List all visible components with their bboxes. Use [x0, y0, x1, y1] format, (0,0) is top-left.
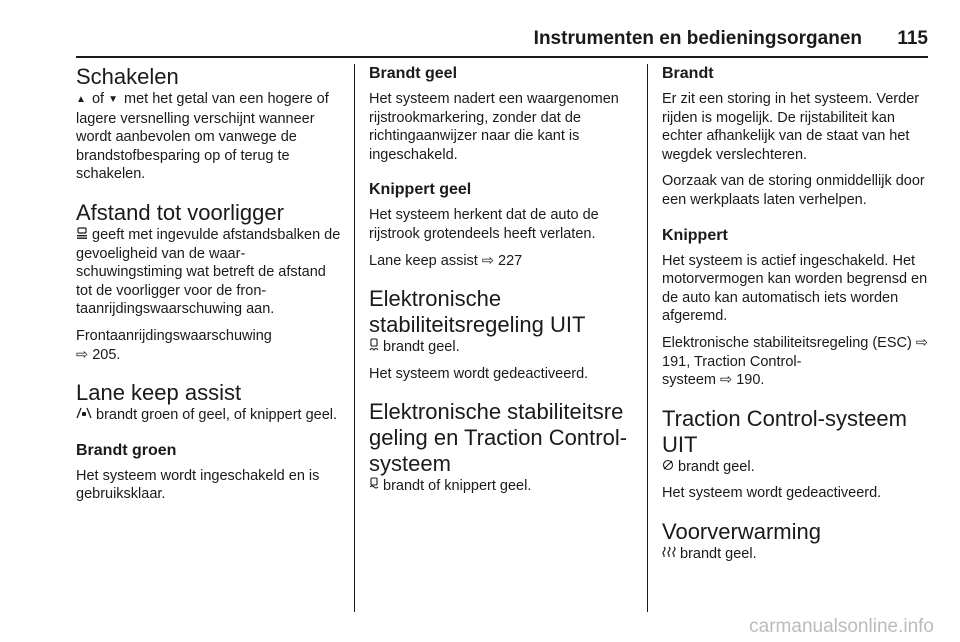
voorverwarming-text: brandt geel. [662, 545, 932, 564]
reference-arrow-icon: ⇨ [915, 334, 929, 351]
heading-tc-uit: Traction Control-systeem UIT [662, 405, 907, 457]
shift-down-icon: ▼ [108, 94, 118, 105]
tc-off-icon [662, 458, 674, 477]
reference-page[interactable]: 227 [498, 252, 523, 269]
esc-uit-text: brandt geel. [369, 338, 637, 357]
page-title: Instrumenten en bedieningsorganen [533, 28, 862, 49]
heading-afstand: Afstand tot voorligger [76, 199, 284, 225]
esc-off-icon [369, 338, 379, 357]
glow-plug-icon [662, 545, 676, 564]
tc-uit-text2: Het systeem wordt gedeactiveerd. [662, 485, 882, 502]
heading-knippert: Knippert [662, 226, 728, 244]
heading-brandt-geel: Brandt geel [369, 65, 458, 82]
page-number: 115 [897, 28, 928, 49]
reference-arrow-icon: ⇨ [76, 346, 89, 363]
heading-esc-uit: Elektronische stabiliteitsregeling UIT [369, 286, 586, 338]
page-header [76, 24, 928, 58]
brandt-groen-text: Het systeem wordt ingeschakeld en is gebruiksklaar. [76, 467, 320, 503]
column-3 [662, 64, 932, 564]
knippert-text2: Elektronische stabiliteitsregeling (ESC) ⇨ 191, Traction Control- systeem ⇨ 190. [662, 334, 929, 389]
column-divider [354, 64, 355, 612]
afstand-text: geeft met ingevulde afstandsbalken de gevoeligheid van de waarschuwingstiming wat betreft de afstand tot de voorligger voor de frontaanrijdingswaarschuwing aan. [76, 226, 341, 318]
reference-arrow-icon: ⇨ [481, 252, 495, 269]
knippert-geel-text: Het systeem herkent dat de auto de rijstrook grotendeels heeft verlaten. [369, 207, 599, 242]
heading-voorverwarming: Voorverwarming [662, 518, 821, 544]
heading-brandt-groen: Brandt groen [76, 441, 177, 459]
brandt-text1: Er zit een storing in het systeem. Verder rijden is mogelijk. De rijstabiliteit kan echter afhankelijk van de staat van het wegdek verslechteren. [662, 91, 920, 163]
esc-tc-text: brandt of knippert geel. [369, 477, 637, 496]
brandt-text2: Oorzaak van de storing onmiddellijk door een werkplaats laten verhelpen. [662, 173, 925, 208]
esc-uit-text2: Het systeem wordt gedeactiveerd. [369, 365, 589, 382]
heading-knippert-geel: Knippert geel [369, 181, 472, 199]
heading-brandt: Brandt [662, 65, 714, 82]
reference-arrow-icon: ⇨ [720, 372, 733, 389]
column-2 [369, 64, 637, 496]
afstand-ref: Frontaanrijdingswaarschuwing ⇨ 205. [76, 327, 272, 363]
lane-text: brandt groen of geel, of knippert geel. [76, 406, 344, 425]
knippert-text1: Het systeem is actief ingeschakeld. Het motorvermogen kan worden begrensd en de auto kan automatisch iets worden afgeremd. [662, 252, 928, 325]
reference-page[interactable]: 190. [736, 372, 765, 389]
distance-car-icon [76, 226, 88, 245]
reference-page[interactable]: 205. [92, 346, 121, 363]
knippert-geel-ref: Lane keep assist ⇨ 227 [369, 252, 523, 269]
esc-tc-icon [369, 477, 379, 496]
lane-keep-icon [76, 406, 92, 425]
heading-schakelen: Schakelen [76, 64, 179, 89]
reference-page[interactable]: 191, Traction Control- [662, 353, 802, 370]
column-1 [76, 64, 344, 504]
heading-esc-tc: Elektronische stabiliteitsre geling en Traction Control- systeem [369, 399, 628, 477]
heading-lane: Lane keep assist [76, 380, 242, 406]
schakelen-text: ▲ of ▼ met het getal van een hogere of lagere versnelling verschijnt wanneer wordt aanbevolen om vanwege de brandstofbesparing op of terug te schakelen. [76, 91, 329, 183]
brandt-geel-text: Het systeem nadert een waargenomen rijstrookmarkering, zonder dat de richtingaanwijzer naar die kant is ingeschakeld. [369, 91, 619, 163]
watermark: carmanualsonline.info [749, 616, 934, 637]
header-rule [76, 56, 928, 58]
column-divider [647, 64, 648, 612]
shift-up-icon: ▲ [76, 94, 86, 105]
tc-uit-text: brandt geel. [662, 458, 932, 477]
